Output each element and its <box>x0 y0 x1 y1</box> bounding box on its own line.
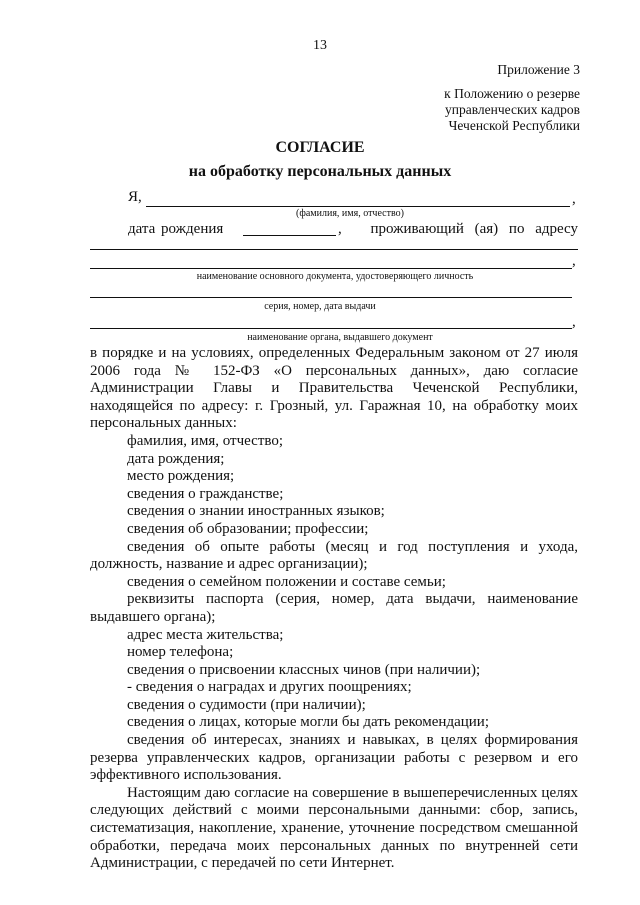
address-line-1 <box>90 249 578 250</box>
consent-paragraph: Настоящим даю согласие на совершение в вышеперечисленных целях следующих действий с моими персональными данными: сбор, запись, систематизация, накопление, хранение, уточнение посредством смешанной обработки, передача моих персональных данных по внутренней сети Администрации, с передачей по сети Интернет. <box>90 784 578 872</box>
list-item: номер телефона; <box>127 644 234 661</box>
series-caption: серия, номер, дата выдачи <box>264 301 376 312</box>
intro-paragraph: в порядке и на условиях, определенных Федеральным законом от 27 июля 2006 года № 152-ФЗ «О персональных данных», даю согласие Администрации Главы и Правительства Чеченской Республики, находящейся по адресу: г. Грозный, ул. Гаражная 10, на обработку моих персональных данных: <box>90 345 578 432</box>
document-title <box>120 136 520 184</box>
org-caption: наименование органа, выдавшего документ <box>247 332 433 343</box>
dob-line <box>243 235 336 236</box>
page-number: 13 <box>313 38 327 53</box>
document-caption: наименование основного документа, удостоверяющего личность <box>196 271 474 282</box>
living-label: проживающий (ая) по адресу <box>370 221 578 237</box>
list-item: сведения о судимости (при наличии); <box>127 696 366 713</box>
appendix-line-2: управленческих кадров <box>445 102 580 117</box>
list-item: - сведения о наградах и других поощрениях; <box>127 679 412 696</box>
list-item: сведения о семейном положении и составе семьи; <box>127 573 446 590</box>
list-item: фамилия, имя, отчество; <box>127 432 284 449</box>
i-label: Я, <box>128 189 142 205</box>
body-text <box>90 345 578 873</box>
fio-line <box>146 206 570 207</box>
title-sub: на обработку персональных данных <box>188 163 452 180</box>
list-item: сведения о знании иностранных языков; <box>127 503 385 520</box>
dob-label: дата рождения <box>128 221 224 237</box>
list-item: сведения об опыте работы (месяц и год поступления и ухода, должность, название и адрес организации); <box>90 538 578 573</box>
list-item: реквизиты паспорта (серия, номер, дата выдачи, наименование выдавшего органа); <box>90 591 578 625</box>
appendix-line-1: к Положению о резерве <box>444 86 580 101</box>
appendix-block <box>440 62 580 134</box>
fio-comma: , <box>572 191 576 207</box>
list-item: сведения о присвоении классных чинов (при наличии); <box>127 661 481 678</box>
address-comma: , <box>572 253 576 269</box>
list-item: сведения об интересах, знаниях и навыках, в целях формирования резерва управленческих кадров, организации работы с резервом и его эффективного использования. <box>90 732 578 784</box>
dob-comma: , <box>338 221 342 237</box>
appendix-line-3: Чеченской Республики <box>448 118 580 133</box>
title-main: СОГЛАСИЕ <box>275 139 365 156</box>
list-item: место рождения; <box>127 468 235 485</box>
list-item: дата рождения; <box>127 450 225 467</box>
list-item: сведения об образовании; профессии; <box>127 520 369 537</box>
org-line <box>90 328 572 329</box>
fio-caption: (фамилия, имя, отчество) <box>296 208 404 219</box>
appendix-title: Приложение 3 <box>497 62 580 77</box>
list-item: сведения о гражданстве; <box>127 485 284 502</box>
list-item: адрес места жительства; <box>127 626 284 643</box>
org-comma: , <box>572 314 576 330</box>
address-line-2 <box>90 268 572 269</box>
series-line <box>90 297 572 298</box>
list-item: сведения о лицах, которые могли бы дать рекомендации; <box>127 714 489 731</box>
